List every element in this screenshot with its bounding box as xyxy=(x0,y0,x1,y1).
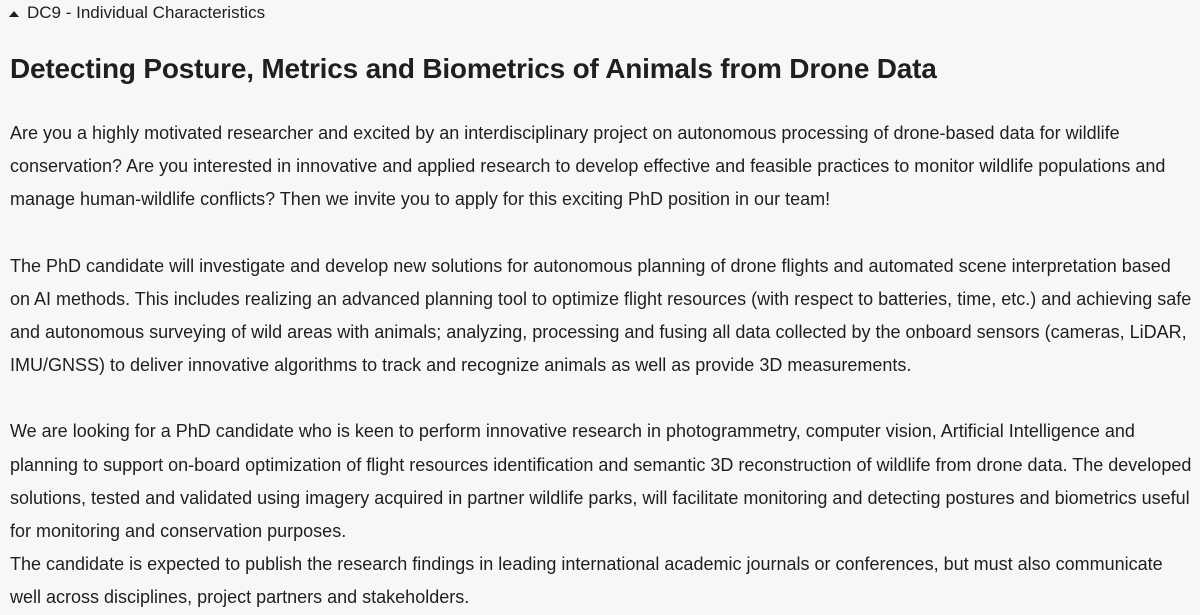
requirements-paragraph: We are looking for a PhD candidate who is keen to perform innovative research in photogrammetry, computer vision, Artificial Intelligence and planning to support on-board optimization of flight resources identification and semantic 3D reconstruction of wildlife from drone data. The developed solutions, tested and validated using imagery acquired in partner wildlife parks, will facilitate monitoring and detecting postures and biometrics useful for monitoring and conservation purposes. xyxy=(10,421,1192,542)
description-content xyxy=(10,117,1192,615)
page-title: Detecting Posture, Metrics and Biometrics of Animals from Drone Data xyxy=(10,53,937,84)
section-toggle[interactable] xyxy=(9,1,265,25)
triangle-up-icon xyxy=(9,11,19,17)
section-toggle-label: DC9 - Individual Characteristics xyxy=(27,3,266,22)
publication-paragraph: The candidate is expected to publish the research findings in leading international academic journals or conferences, but must also communicate well across disciplines, project partners and stakeholders. xyxy=(10,554,1163,608)
intro-paragraph: Are you a highly motivated researcher and excited by an interdisciplinary project on autonomous processing of drone-based data for wildlife conservation? Are you interested in innovative and applied research to develop effective and feasible practices to monitor wildlife populations and manage human-wildlife conflicts? Then we invite you to apply for this exciting PhD position in our team! xyxy=(10,123,1166,210)
phd-candidate-paragraph: The PhD candidate will investigate and develop new solutions for autonomous planning of drone flights and automated scene interpretation based on AI methods. This includes realizing an advanced planning tool to optimize flight resources (with respect to batteries, time, etc.) and achieving safe and autonomous surveying of wild areas with animals; analyzing, processing and fusing all data collected by the onboard sensors (cameras, LiDAR, IMU/GNSS) to deliver innovative algorithms to track and recognize animals as well as provide 3D measurements. xyxy=(10,255,1192,376)
